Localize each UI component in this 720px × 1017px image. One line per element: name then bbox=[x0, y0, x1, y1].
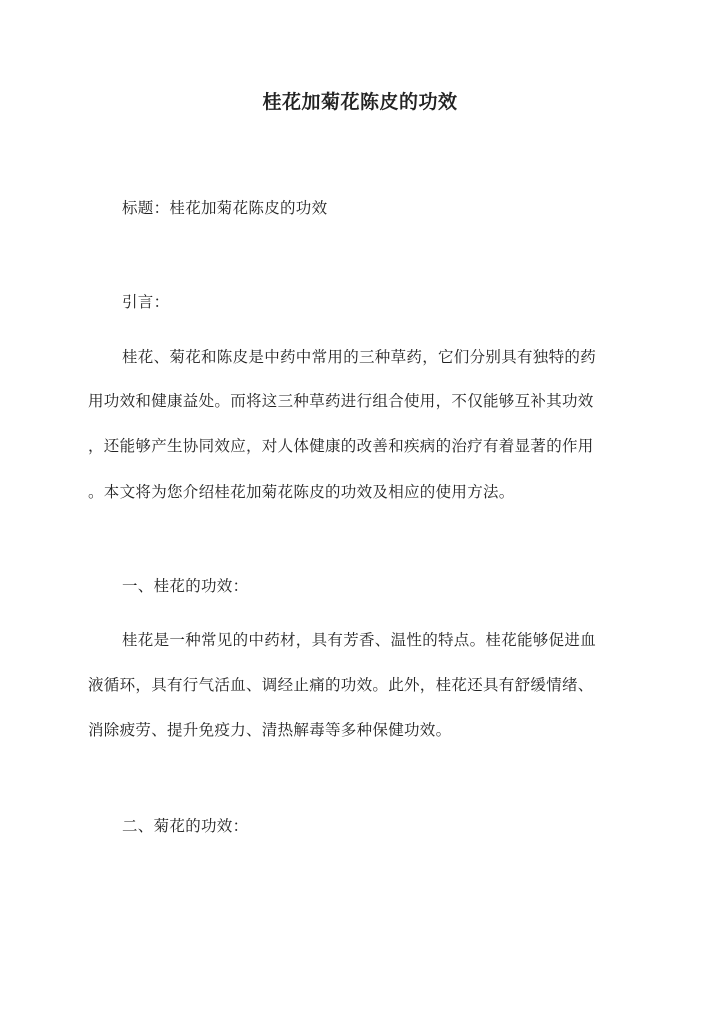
document-title: 桂花加菊花陈皮的功效 bbox=[262, 91, 458, 113]
subtitle-line: 标题：桂花加菊花陈皮的功效 bbox=[122, 199, 328, 217]
section1-line-2: 液循环，具有行气活血、调经止痛的功效。此外，桂花还具有舒缓情绪、 bbox=[88, 676, 594, 694]
intro-heading: 引言： bbox=[122, 293, 170, 311]
section1-line-1: 桂花是一种常见的中药材，具有芳香、温性的特点。桂花能够促进血 bbox=[122, 631, 597, 649]
section1-line-3: 消除疲劳、提升免疫力、清热解毒等多种保健功效。 bbox=[88, 721, 452, 739]
intro-line-3: ，还能够产生协同效应，对人体健康的改善和疾病的治疗有着显著的作用 bbox=[88, 437, 594, 455]
intro-line-4: 。本文将为您介绍桂花加菊花陈皮的功效及相应的使用方法。 bbox=[88, 483, 515, 501]
intro-line-1: 桂花、菊花和陈皮是中药中常用的三种草药，它们分别具有独特的药 bbox=[122, 348, 597, 366]
section2-heading: 二、菊花的功效： bbox=[122, 817, 249, 835]
intro-line-2: 用功效和健康益处。而将这三种草药进行组合使用，不仅能够互补其功效 bbox=[88, 392, 594, 410]
section1-heading: 一、桂花的功效： bbox=[122, 577, 249, 595]
